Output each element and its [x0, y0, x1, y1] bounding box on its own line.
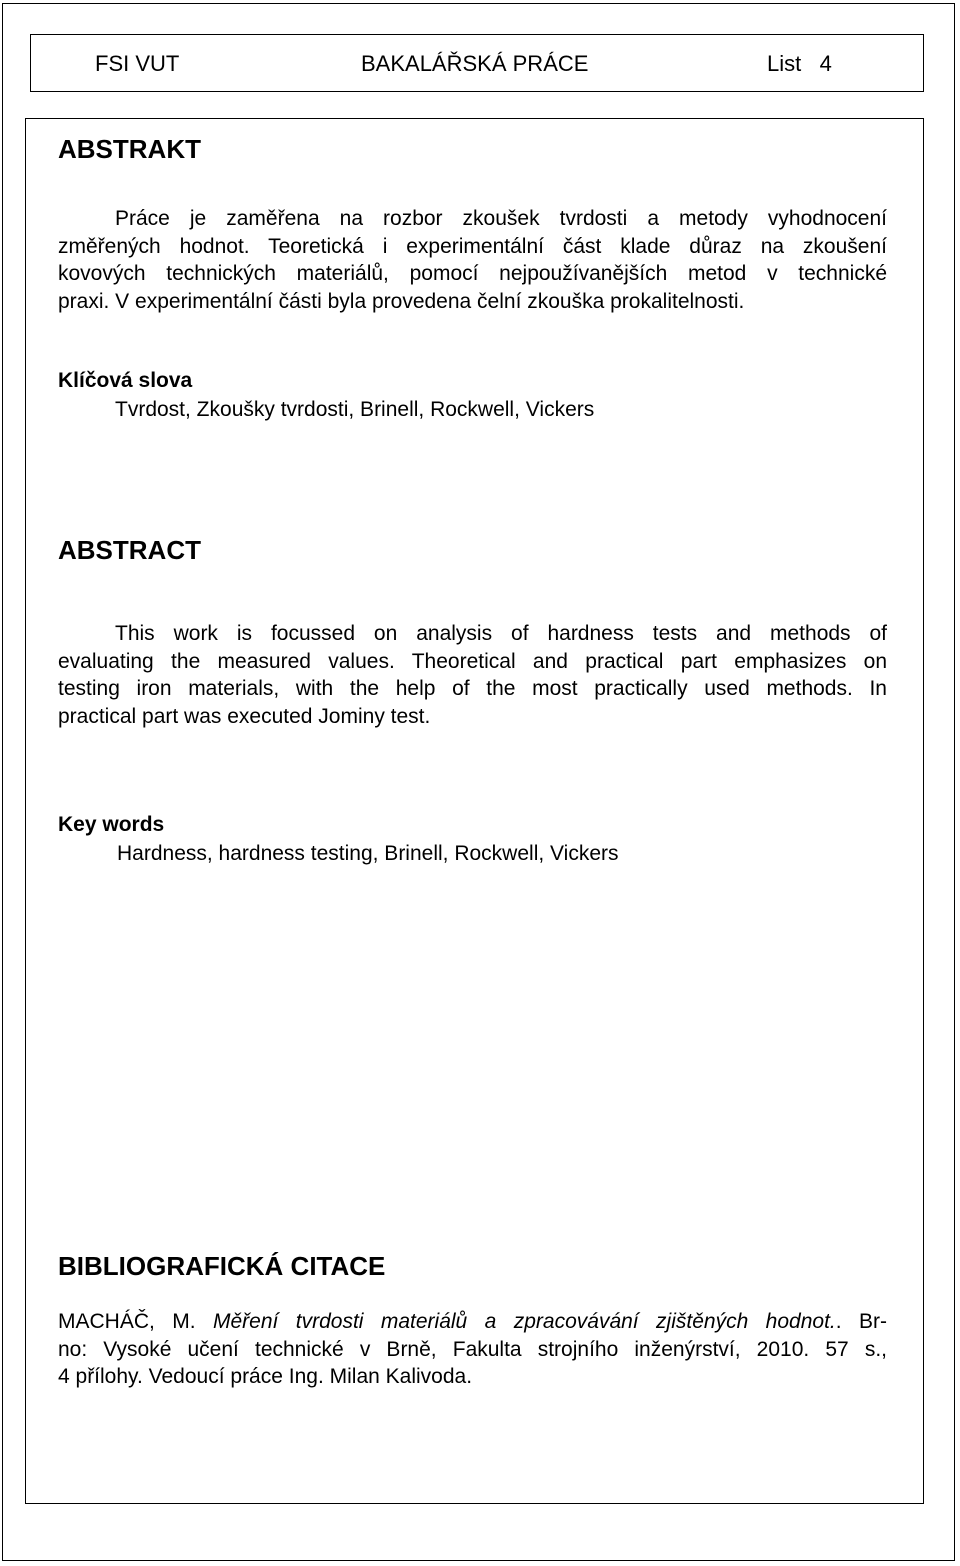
abstract-line: practical part was executed Jominy test.: [58, 704, 431, 728]
key-words-heading: Key words: [58, 813, 165, 836]
abstract-heading: ABSTRACT: [58, 535, 201, 565]
citace-paragraph: [58, 1308, 887, 1391]
abstract-line: evaluating the measured values. Theoretical and practical part emphasizes on: [58, 649, 887, 673]
citace-line: no: Vysoké učení technické v Brně, Fakulta strojního inženýrství, 2010. 57 s.,: [58, 1337, 887, 1361]
abstrakt-line: praxi. V experimentální části byla provedena čelní zkouška prokalitelnosti.: [58, 289, 745, 313]
citace-heading: BIBLIOGRAFICKÁ CITACE: [58, 1251, 386, 1281]
citace-line1-end: . Br-: [835, 1310, 887, 1333]
header-institution: FSI VUT: [95, 51, 180, 76]
abstrakt-heading: ABSTRAKT: [58, 134, 201, 164]
header-document-type: BAKALÁŘSKÁ PRÁCE: [361, 51, 589, 76]
citace-line: [58, 1308, 887, 1336]
header-page-number: List 4: [767, 51, 832, 76]
key-words-text: Hardness, hardness testing, Brinell, Rockwell, Vickers: [117, 842, 619, 865]
abstract-line: This work is focussed on analysis of hardness tests and methods of: [115, 622, 887, 645]
abstract-line: testing iron materials, with the help of the most practically used methods. In: [58, 677, 887, 700]
page-header: [30, 34, 924, 92]
klicova-slova-heading: Klíčová slova: [58, 369, 193, 392]
citace-line: 4 přílohy. Vedoucí práce Ing. Milan Kalivoda.: [58, 1365, 473, 1388]
citace-author: MACHÁČ, M.: [58, 1310, 213, 1333]
abstrakt-line: změřených hodnot. Teoretická i experimentální část klade důraz na zkoušení: [58, 234, 887, 258]
content-box: [25, 118, 924, 1504]
abstrakt-line: kovových technických materiálů, pomocí nejpoužívanějších metod v technické: [58, 262, 887, 285]
abstrakt-line: Práce je zaměřena na rozbor zkoušek tvrdosti a metody vyhodnocení: [115, 207, 887, 230]
citace-title: Měření tvrdosti materiálů a zpracovávání zjištěných hodnot.: [213, 1310, 836, 1333]
abstrakt-paragraph: [58, 205, 887, 315]
abstract-paragraph: [58, 620, 887, 730]
klicova-slova-text: Tvrdost, Zkoušky tvrdosti, Brinell, Rockwell, Vickers: [115, 398, 595, 421]
